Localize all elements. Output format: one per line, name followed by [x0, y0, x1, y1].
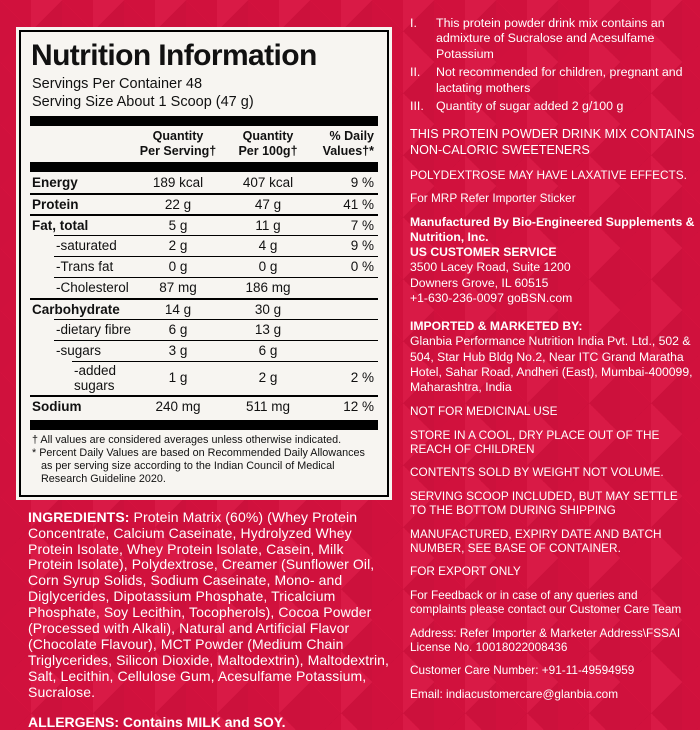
- right-column: [410, 16, 696, 701]
- footnote-daily-values: * Percent Daily Values are based on Recommended Daily Allowances as per serving size according to the Indian Council of Medical Research Guideline 2020.: [32, 447, 365, 486]
- table-header-row: [30, 126, 378, 160]
- storage-statement: STORE IN A COOL, DRY PLACE OUT OF THE REACH OF CHILDREN: [410, 427, 660, 457]
- ingredients-paragraph: [28, 510, 392, 701]
- row-carbohydrate: Carbohydrate 14 g 30 g: [30, 298, 378, 319]
- customer-care-email: Email: indiacustomercare@glanbia.com: [410, 686, 619, 701]
- divider-bar-top: [30, 116, 378, 126]
- column-header-per-serving: Quantity Per Serving†: [139, 129, 217, 158]
- fssai-address-note: Address: Refer Importer & Marketer Address\FSSAI License No. 10018022008436: [410, 625, 681, 654]
- row-fat-total: Fat, total 5 g 11 g 7 %: [30, 214, 378, 235]
- importer-block: [410, 319, 696, 395]
- ingredients-label: INGREDIENTS:: [28, 508, 130, 525]
- row-trans-fat: -Trans fat 0 g 0 g 0 %: [30, 256, 378, 277]
- manufacturer-phone-web: +1-630-236-0097 goBSN.com: [410, 290, 573, 305]
- row-energy: Energy 189 kcal 407 kcal 9 %: [32, 174, 374, 190]
- polydextrose-warning: POLYDEXTROSE MAY HAVE LAXATIVE EFFECTS.: [410, 167, 687, 182]
- column-header-daily-values: % Daily Values†*: [322, 129, 374, 158]
- footnotes: [30, 430, 378, 487]
- manufacturer-name: Manufactured By Bio-Engineered Supplements & Nutrition, Inc.: [410, 214, 695, 244]
- divider-bar-header: [30, 162, 378, 172]
- importer-address: Glanbia Performance Nutrition India Pvt. Ltd., 502 & 504, Star Hub Bldg No.2, Near ITC Grand Maratha Hotel, Sahar Road, Andheri (East), Mumbai-400099, Maharashtra, India: [410, 334, 693, 394]
- row-sodium: Sodium 240 mg 511 mg 12 %: [30, 395, 378, 416]
- column-header-per-100g: Quantity Per 100g†: [238, 129, 298, 158]
- batch-number-statement: MANUFACTURED, EXPIRY DATE AND BATCH NUMBER, SEE BASE OF CONTAINER.: [410, 526, 662, 555]
- divider-bar-bottom: [30, 420, 378, 430]
- servings-per-container: Servings Per Container 48: [32, 75, 203, 92]
- scoop-statement: SERVING SCOOP INCLUDED, BUT MAY SETTLE TO THE BOTTOM DURING SHIPPING: [410, 488, 678, 518]
- numbered-notes: [410, 16, 696, 114]
- nutrition-panel-inner: [19, 30, 389, 497]
- footnote-averages: † All values are considered averages unless otherwise indicated.: [32, 433, 342, 446]
- non-caloric-statement: THIS PROTEIN POWDER DRINK MIX CONTAINS NON-CALORIC SWEETENERS: [410, 127, 695, 157]
- row-added-sugars: -added sugars 1 g 2 g 2 %: [30, 361, 378, 395]
- row-sugars: -sugars 3 g 6 g: [30, 340, 378, 361]
- left-column: [16, 27, 392, 730]
- note-1: I. This protein powder drink mix contains an admixture of Sucralose and Acesulfame Potassium: [410, 16, 665, 61]
- mrp-note: For MRP Refer Importer Sticker: [410, 191, 576, 206]
- nutrition-panel: [16, 27, 392, 500]
- feedback-note: For Feedback or in case of any queries and complaints please contact our Customer Care Team: [410, 587, 682, 617]
- manufacturer-address-2: Downers Grove, IL 60515: [410, 275, 549, 290]
- row-saturated-fat: -saturated 2 g 4 g 9 %: [30, 235, 378, 256]
- importer-heading: IMPORTED & MARKETED BY:: [410, 319, 583, 333]
- allergens-statement: ALLERGENS: Contains MILK and SOY.: [28, 714, 286, 730]
- row-protein: Protein 22 g 47 g 41 %: [30, 193, 378, 214]
- customer-care-number: Customer Care Number: +91-11-49594959: [410, 663, 635, 678]
- row-cholesterol: -Cholesterol 87 mg 186 mg: [30, 277, 378, 298]
- ingredients-text: Protein Matrix (60%) (Whey Protein Concentrate, Calcium Caseinate, Hydrolyzed Whey Protein Isolate, Whey Protein Isolate, Casein, Milk Protein Isolate), Polydextrose, Creamer (Sunflower Oil, Corn Syrup Solids, Sodium Caseinate, Mono- and Diglycerides, Dipotassium Phosphate, Tricalcium Phosphate, Soy Lecithin, Tocopherols), Cocoa Powder (Processed with Alkali), Natural and Artificial Flavor (Chocolate Flavour), MCT Powder (Medium Chain Triglycerides, Silicon Dioxide, Maltodextrin), Maltodextrin, Salt, Lecithin, Cellulose Gum, Acesulfame Potassium, Sucralose.: [28, 508, 390, 701]
- not-medicinal-statement: NOT FOR MEDICINAL USE: [410, 404, 558, 419]
- row-dietary-fibre: -dietary fibre 6 g 13 g: [30, 319, 378, 340]
- note-2: II. Not recommended for children, pregnant and lactating mothers: [410, 65, 683, 95]
- serving-size: Serving Size About 1 Scoop (47 g): [32, 94, 254, 111]
- nutrition-title: Nutrition Information: [31, 39, 317, 72]
- contents-statement: CONTENTS SOLD BY WEIGHT NOT VOLUME.: [410, 465, 664, 480]
- us-customer-service: US CUSTOMER SERVICE: [410, 245, 557, 259]
- export-only-statement: FOR EXPORT ONLY: [410, 564, 521, 579]
- manufacturer-block: [410, 215, 696, 307]
- note-3: III. Quantity of sugar added 2 g/100 g: [410, 98, 624, 113]
- manufacturer-address-1: 3500 Lacey Road, Suite 1200: [410, 260, 571, 275]
